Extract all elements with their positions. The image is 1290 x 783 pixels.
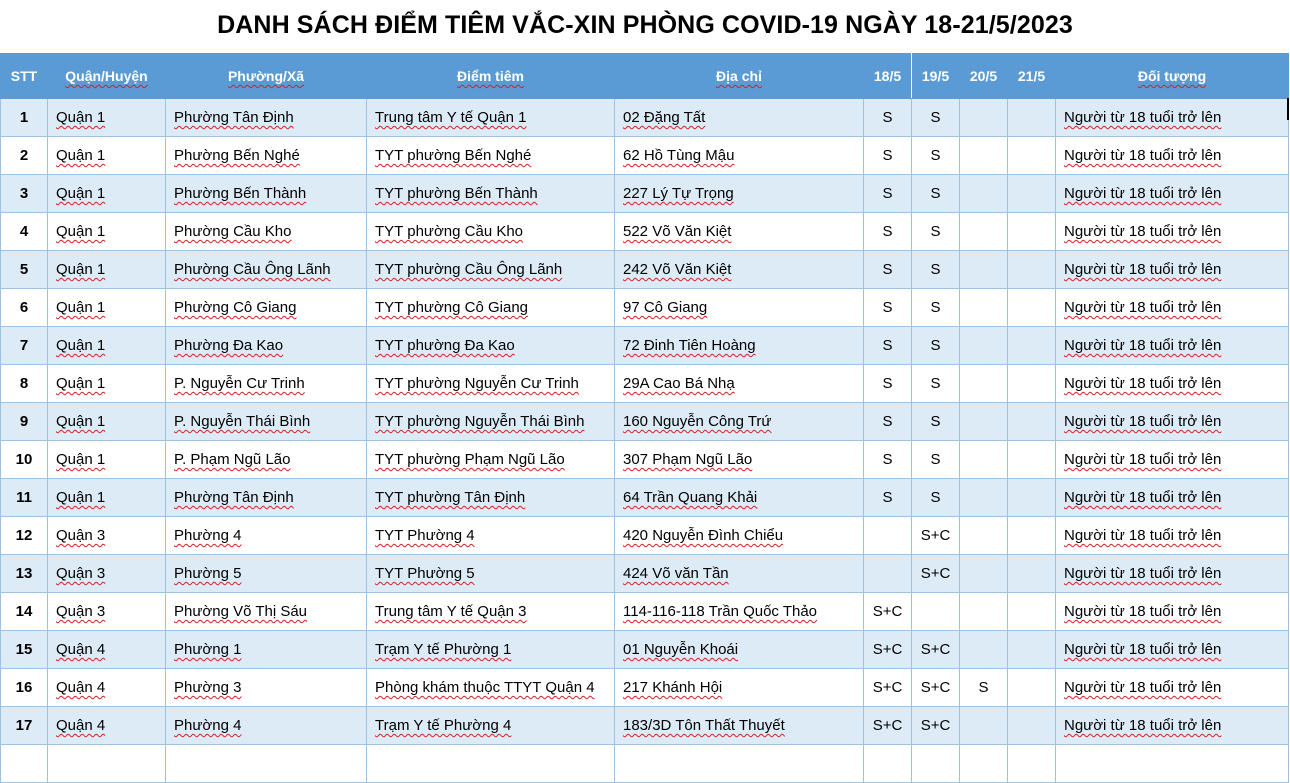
cell-date-19[interactable]: S+C [912,669,960,707]
cell-date-19[interactable]: S [912,175,960,213]
cell-date-21[interactable] [1008,365,1056,403]
cell-target-text: Người từ 18 tuổi trở lên [1064,717,1222,734]
cell-stt[interactable]: 13 [1,555,48,593]
cell-site-text: TYT phường Bến Thành [375,185,538,202]
cell-stt[interactable]: 10 [1,441,48,479]
cell-address[interactable] [615,555,864,593]
cell-stt[interactable]: 3 [1,175,48,213]
cell-ward-text: Phường 1 [174,641,242,658]
table-row [1,593,1289,631]
cell-date-19[interactable] [912,745,960,783]
cell-address[interactable] [615,517,864,555]
cell-target[interactable] [1056,289,1289,327]
cell-district-text: Quận 1 [56,337,106,354]
cell-date-21[interactable] [1008,251,1056,289]
cell-district[interactable] [48,289,166,327]
cell-district[interactable] [48,669,166,707]
table-row [1,327,1289,365]
cell-ward-text: P. Phạm Ngũ Lão [174,451,291,468]
cell-stt[interactable]: 11 [1,479,48,517]
cell-address-text: 02 Đặng Tất [623,109,706,126]
cell-selection-marker [1287,98,1289,120]
cell-ward-text: Phường 4 [174,717,242,734]
cell-date-19[interactable]: S [912,213,960,251]
cell-site[interactable] [367,403,615,441]
cell-ward-text: Phường Bến Nghé [174,147,300,164]
table-row [1,707,1289,745]
header-district[interactable]: Quận/Huyện [48,54,166,99]
cell-target[interactable] [1056,441,1289,479]
cell-date-19[interactable]: S [912,365,960,403]
cell-date-19[interactable]: S [912,327,960,365]
cell-site[interactable] [367,137,615,175]
cell-ward-text: Phường Cô Giang [174,299,297,316]
header-row [1,54,1289,99]
cell-stt[interactable]: 17 [1,707,48,745]
cell-district-text: Quận 3 [56,565,106,582]
cell-site[interactable] [367,289,615,327]
cell-date-18[interactable]: S [864,327,912,365]
header-stt[interactable]: STT [1,54,48,99]
cell-district[interactable] [48,365,166,403]
cell-date-21[interactable] [1008,175,1056,213]
header-date-20[interactable]: 20/5 [960,54,1008,99]
cell-date-19[interactable]: S [912,441,960,479]
cell-target[interactable] [1056,669,1289,707]
cell-site[interactable] [367,593,615,631]
cell-site[interactable] [367,99,615,137]
cell-date-19[interactable]: S [912,289,960,327]
cell-site-text: TYT phường Phạm Ngũ Lão [375,451,565,468]
cell-district[interactable] [48,441,166,479]
cell-stt[interactable]: 1 [1,99,48,137]
cell-ward-text: Phường Tân Định [174,109,294,126]
cell-ward[interactable] [166,137,367,175]
cell-date-21[interactable] [1008,593,1056,631]
header-date-18[interactable]: 18/5 [864,54,912,99]
cell-site[interactable] [367,631,615,669]
cell-district[interactable] [48,479,166,517]
cell-stt[interactable]: 4 [1,213,48,251]
cell-target[interactable] [1056,631,1289,669]
cell-date-21[interactable] [1008,327,1056,365]
cell-date-20[interactable] [960,745,1008,783]
cell-site[interactable] [367,479,615,517]
cell-district[interactable] [48,517,166,555]
cell-target[interactable] [1056,175,1289,213]
cell-address-text: 242 Võ Văn Kiệt [623,261,732,278]
table-row [1,631,1289,669]
cell-date-20[interactable] [960,707,1008,745]
cell-ward-text: Phường Võ Thị Sáu [174,603,308,620]
cell-date-19[interactable]: S+C [912,517,960,555]
cell-date-21[interactable] [1008,745,1056,783]
cell-date-20[interactable] [960,555,1008,593]
header-date-19[interactable]: 19/5 [912,54,960,99]
cell-address[interactable] [615,441,864,479]
cell-district-text: Quận 1 [56,489,106,506]
cell-district[interactable] [48,99,166,137]
header-address[interactable]: Địa chỉ [615,54,864,99]
cell-target-text: Người từ 18 tuổi trở lên [1064,185,1222,202]
cell-site[interactable] [367,745,615,783]
cell-date-18[interactable]: S [864,441,912,479]
cell-address-text: 227 Lý Tự Trọng [623,185,734,202]
cell-target-text: Người từ 18 tuổi trở lên [1064,337,1222,354]
cell-address[interactable] [615,403,864,441]
cell-stt[interactable]: 12 [1,517,48,555]
cell-site[interactable] [367,327,615,365]
cell-date-20[interactable] [960,593,1008,631]
cell-address[interactable] [615,137,864,175]
cell-address[interactable] [615,175,864,213]
cell-ward-text: Phường Tân Định [174,489,294,506]
cell-date-19[interactable]: S [912,99,960,137]
cell-district[interactable] [48,745,166,783]
vaccination-sites-table [0,53,1289,783]
cell-district-text: Quận 4 [56,717,106,734]
cell-date-20[interactable] [960,365,1008,403]
table-row [1,745,1289,783]
cell-date-19[interactable]: S+C [912,555,960,593]
cell-district-text: Quận 3 [56,603,106,620]
cell-site-text: Trạm Y tế Phường 4 [375,717,512,734]
cell-district-text: Quận 3 [56,527,106,544]
cell-site-text: TYT phường Cô Giang [375,299,529,316]
cell-target[interactable] [1056,213,1289,251]
cell-date-21[interactable] [1008,517,1056,555]
cell-ward[interactable] [166,251,367,289]
table-row [1,403,1289,441]
cell-date-19[interactable]: S [912,403,960,441]
cell-target-text: Người từ 18 tuổi trở lên [1064,299,1222,316]
cell-stt[interactable] [1,745,48,783]
cell-ward[interactable] [166,631,367,669]
table-row [1,137,1289,175]
table-row [1,289,1289,327]
cell-target[interactable] [1056,555,1289,593]
cell-site[interactable] [367,441,615,479]
cell-district[interactable] [48,707,166,745]
cell-date-20[interactable] [960,327,1008,365]
cell-target-text: Người từ 18 tuổi trở lên [1064,489,1222,506]
cell-date-21[interactable] [1008,213,1056,251]
cell-address[interactable] [615,99,864,137]
cell-district[interactable] [48,137,166,175]
table-row [1,517,1289,555]
cell-date-18[interactable]: S [864,289,912,327]
cell-date-20[interactable]: S [960,669,1008,707]
cell-date-20[interactable] [960,517,1008,555]
cell-address-text: 97 Cô Giang [623,299,708,316]
cell-site-text: TYT phường Tân Định [375,489,526,506]
cell-date-20[interactable] [960,403,1008,441]
cell-site-text: TYT phường Bến Nghé [375,147,532,164]
cell-stt[interactable]: 15 [1,631,48,669]
cell-district-text: Quận 1 [56,375,106,392]
table-row [1,251,1289,289]
cell-district-text: Quận 4 [56,679,106,696]
cell-ward-text: P. Nguyễn Thái Bình [174,413,311,430]
cell-site[interactable] [367,669,615,707]
cell-district-text: Quận 1 [56,261,106,278]
cell-date-18[interactable] [864,517,912,555]
cell-district-text: Quận 1 [56,413,106,430]
table-row [1,669,1289,707]
cell-district[interactable] [48,251,166,289]
cell-date-18[interactable]: S+C [864,593,912,631]
cell-site[interactable] [367,251,615,289]
cell-ward-text: Phường 3 [174,679,242,696]
cell-address-text: 424 Võ văn Tần [623,565,729,582]
cell-site[interactable] [367,213,615,251]
cell-site-text: Trung tâm Y tế Quận 1 [375,109,527,126]
cell-district[interactable] [48,327,166,365]
cell-ward[interactable] [166,745,367,783]
cell-address[interactable] [615,631,864,669]
cell-stt[interactable]: 16 [1,669,48,707]
cell-address-text: 114-116-118 Trần Quốc Thảo [623,603,818,620]
cell-target-text: Người từ 18 tuổi trở lên [1064,413,1222,430]
cell-date-18[interactable]: S [864,479,912,517]
cell-site[interactable] [367,707,615,745]
cell-date-21[interactable] [1008,555,1056,593]
cell-address-text: 160 Nguyễn Công Trứ [623,413,772,430]
cell-date-21[interactable] [1008,441,1056,479]
cell-address[interactable] [615,213,864,251]
cell-address-text: 01 Nguyễn Khoái [623,641,739,658]
cell-date-18[interactable] [864,555,912,593]
cell-date-19[interactable]: S+C [912,631,960,669]
table-row [1,479,1289,517]
cell-target-text: Người từ 18 tuổi trở lên [1064,375,1222,392]
table-row [1,441,1289,479]
cell-district[interactable] [48,555,166,593]
cell-target[interactable] [1056,707,1289,745]
cell-district-text: Quận 1 [56,185,106,202]
cell-date-18[interactable]: S [864,99,912,137]
cell-address[interactable] [615,593,864,631]
cell-address[interactable] [615,289,864,327]
cell-site-text: TYT phường Nguyễn Cư Trinh [375,375,579,392]
cell-address-text: 64 Trần Quang Khải [623,489,758,506]
cell-stt[interactable]: 14 [1,593,48,631]
cell-district[interactable] [48,631,166,669]
cell-target-text: Người từ 18 tuổi trở lên [1064,679,1222,696]
cell-address[interactable] [615,365,864,403]
cell-date-18[interactable]: S+C [864,707,912,745]
cell-ward[interactable] [166,327,367,365]
cell-target[interactable] [1056,251,1289,289]
cell-address[interactable] [615,745,864,783]
cell-district[interactable] [48,175,166,213]
table-row [1,365,1289,403]
header-ward[interactable]: Phường/Xã [166,54,367,99]
cell-date-21[interactable] [1008,479,1056,517]
cell-date-19[interactable] [912,593,960,631]
cell-stt[interactable]: 6 [1,289,48,327]
cell-target[interactable] [1056,517,1289,555]
cell-ward[interactable] [166,517,367,555]
cell-address-text: 217 Khánh Hội [623,679,723,696]
cell-site[interactable] [367,555,615,593]
cell-target-text: Người từ 18 tuổi trở lên [1064,527,1222,544]
cell-site-text: TYT phường Đa Kao [375,337,515,354]
cell-target-text: Người từ 18 tuổi trở lên [1064,109,1222,126]
cell-site[interactable] [367,175,615,213]
cell-district-text: Quận 4 [56,641,106,658]
cell-site-text: TYT phường Nguyễn Thái Bình [375,413,585,430]
cell-ward[interactable] [166,403,367,441]
cell-target-text: Người từ 18 tuổi trở lên [1064,451,1222,468]
cell-target-text: Người từ 18 tuổi trở lên [1064,223,1222,240]
header-date-21[interactable]: 21/5 [1008,54,1056,99]
cell-district[interactable] [48,403,166,441]
cell-ward[interactable] [166,213,367,251]
cell-target[interactable] [1056,327,1289,365]
sheet-title: DANH SÁCH ĐIỂM TIÊM VẮC-XIN PHÒNG COVID-19 NGÀY 18-21/5/2023 [217,11,1073,39]
table-row [1,555,1289,593]
cell-target[interactable] [1056,593,1289,631]
cell-ward[interactable] [166,555,367,593]
cell-date-19[interactable]: S+C [912,707,960,745]
cell-target[interactable] [1056,745,1289,783]
header-site[interactable]: Điểm tiêm [367,54,615,99]
cell-address[interactable] [615,669,864,707]
cell-date-21[interactable] [1008,289,1056,327]
cell-target[interactable] [1056,479,1289,517]
cell-address[interactable] [615,251,864,289]
cell-target-text: Người từ 18 tuổi trở lên [1064,565,1222,582]
cell-date-21[interactable] [1008,669,1056,707]
cell-target-text: Người từ 18 tuổi trở lên [1064,641,1222,658]
cell-address-text: 420 Nguyễn Đình Chiểu [623,527,784,544]
cell-address-text: 29A Cao Bá Nhạ [623,375,735,392]
cell-target[interactable] [1056,365,1289,403]
cell-ward-text: Phường 5 [174,565,242,582]
cell-target[interactable] [1056,137,1289,175]
cell-stt[interactable]: 5 [1,251,48,289]
cell-site[interactable] [367,517,615,555]
cell-date-20[interactable] [960,441,1008,479]
cell-address[interactable] [615,707,864,745]
cell-district-text: Quận 1 [56,223,106,240]
cell-ward[interactable] [166,99,367,137]
cell-date-18[interactable]: S [864,403,912,441]
cell-date-20[interactable] [960,289,1008,327]
cell-target-text: Người từ 18 tuổi trở lên [1064,603,1222,620]
cell-date-21[interactable] [1008,99,1056,137]
cell-district[interactable] [48,593,166,631]
cell-ward-text: Phường Bến Thành [174,185,307,202]
cell-ward-text: Phường 4 [174,527,242,544]
cell-ward[interactable] [166,289,367,327]
cell-ward[interactable] [166,441,367,479]
cell-date-21[interactable] [1008,403,1056,441]
cell-ward[interactable] [166,707,367,745]
cell-date-18[interactable]: S [864,213,912,251]
cell-stt[interactable]: 7 [1,327,48,365]
cell-date-21[interactable] [1008,631,1056,669]
cell-ward[interactable] [166,479,367,517]
cell-district[interactable] [48,213,166,251]
cell-date-20[interactable] [960,479,1008,517]
cell-ward[interactable] [166,593,367,631]
cell-site-text: TYT phường Cầu Ông Lãnh [375,261,563,278]
cell-date-20[interactable] [960,213,1008,251]
cell-date-18[interactable]: S [864,137,912,175]
cell-stt[interactable]: 8 [1,365,48,403]
cell-date-18[interactable] [864,745,912,783]
cell-date-18[interactable]: S [864,251,912,289]
table-row [1,213,1289,251]
cell-address-text: 307 Phạm Ngũ Lão [623,451,753,468]
cell-target[interactable] [1056,403,1289,441]
cell-date-20[interactable] [960,175,1008,213]
cell-date-21[interactable] [1008,707,1056,745]
header-target[interactable]: Đối tượng [1056,54,1289,99]
cell-district-text: Quận 1 [56,109,106,126]
cell-address-text: 62 Hồ Tùng Mậu [623,147,735,164]
cell-stt[interactable]: 2 [1,137,48,175]
cell-district-text: Quận 1 [56,147,106,164]
cell-site-text: TYT Phường 5 [375,565,475,582]
cell-date-18[interactable]: S+C [864,669,912,707]
cell-ward-text: Phường Cầu Kho [174,223,292,240]
cell-site-text: Trạm Y tế Phường 1 [375,641,512,658]
cell-site[interactable] [367,365,615,403]
cell-date-18[interactable]: S [864,365,912,403]
cell-date-19[interactable]: S [912,137,960,175]
cell-target-text: Người từ 18 tuổi trở lên [1064,261,1222,278]
cell-date-19[interactable]: S [912,251,960,289]
table-row [1,175,1289,213]
cell-address[interactable] [615,479,864,517]
cell-target[interactable] [1056,99,1289,137]
cell-ward[interactable] [166,175,367,213]
cell-address[interactable] [615,327,864,365]
cell-date-20[interactable] [960,99,1008,137]
cell-address-text: 72 Đinh Tiên Hoàng [623,337,756,354]
cell-address-text: 183/3D Tôn Thất Thuyết [623,717,785,734]
cell-district-text: Quận 1 [56,299,106,316]
cell-target-text: Người từ 18 tuổi trở lên [1064,147,1222,164]
cell-site-text: Phòng khám thuộc TTYT Quận 4 [375,679,595,696]
cell-date-18[interactable]: S [864,175,912,213]
cell-stt[interactable]: 9 [1,403,48,441]
cell-district-text: Quận 1 [56,451,106,468]
cell-ward[interactable] [166,669,367,707]
cell-date-20[interactable] [960,251,1008,289]
cell-site-text: TYT phường Cầu Kho [375,223,524,240]
cell-ward-text: Phường Đa Kao [174,337,284,354]
cell-date-21[interactable] [1008,137,1056,175]
cell-site-text: TYT Phường 4 [375,527,475,544]
cell-date-19[interactable]: S [912,479,960,517]
cell-site-text: Trung tâm Y tế Quận 3 [375,603,527,620]
cell-ward[interactable] [166,365,367,403]
cell-ward-text: Phường Cầu Ông Lãnh [174,261,331,278]
cell-address-text: 522 Võ Văn Kiệt [623,223,732,240]
cell-date-20[interactable] [960,137,1008,175]
table-row [1,99,1289,137]
cell-date-20[interactable] [960,631,1008,669]
cell-ward-text: P. Nguyễn Cư Trinh [174,375,305,392]
cell-date-18[interactable]: S+C [864,631,912,669]
